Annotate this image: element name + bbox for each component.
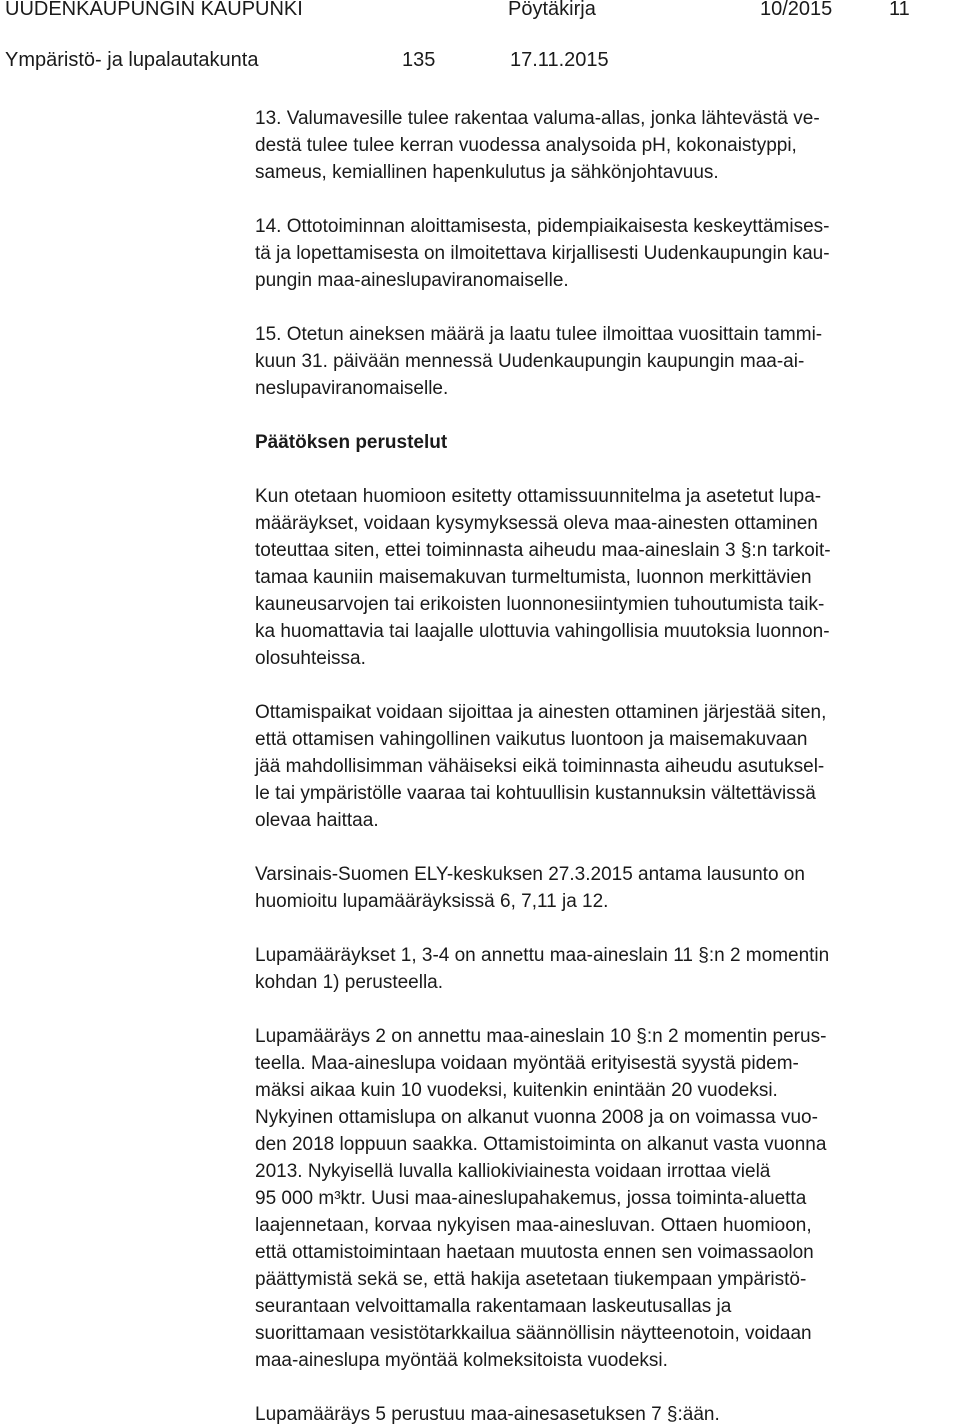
page-number: 11: [889, 0, 910, 20]
reasoning-paragraph: Lupamääräykset 1, 3-4 on annettu maa-aineslain 11 §:n 2 momentin kohdan 1) perusteella.: [255, 945, 830, 993]
reasoning-paragraph: Ottamispaikat voidaan sijoittaa ja ainesten ottaminen järjestää siten, että ottamisen vahingollinen vaikutus luontoon ja maisemakuvaan jää mahdollisimman vähäiseksi eikä toiminnasta aiheudu asutuksel- le tai ympäristölle vaaraa tai kohtuullisin kustannuksin vältettävissä olevaa haittaa.: [255, 702, 827, 831]
permit-condition-13: 13. Valumavesille tulee rakentaa valuma-allas, jonka lähtevästä ve- destä tulee tulee kerran vuodessa analysoida pH, kokonaistyppi, sameus, kemiallinen hapenkulutus ja sähkönjohtavuus.: [255, 108, 820, 183]
organization-name: UUDENKAUPUNGIN KAUPUNKI: [5, 0, 303, 20]
permit-condition-15: 15. Otetun aineksen määrä ja laatu tulee ilmoittaa vuosittain tammi- kuun 31. päivään mennessä Uudenkaupungin kaupungin maa-ai- neslupaviranomaiselle.: [255, 324, 823, 399]
reasoning-paragraph: Lupamääräys 2 on annettu maa-aineslain 10 §:n 2 momentin perus- teella. Maa-aineslupa voidaan myöntää erityisestä syystä pidem- mäksi aikaa kuin 10 vuodeksi, kuitenkin enintään 20 vuodeksi. Nykyinen ottamislupa on alkanut vuonna 2008 ja on voimassa vuo- den 2018 loppuun saakka. Ottamistoiminta on alkanut vasta vuonna 2013. Nykyisellä luvalla kalliokiviainesta voidaan irrottaa vielä 95 000 m³ktr. Uusi maa-aineslupahakemus, jossa toiminta-aluetta laajennetaan, korvaa nykyisen maa-ainesluvan. Ottaen huomioon, että ottamistoimintaan haetaan muutosta ennen sen voimassaolon päättymistä sekä se, että hakija asetetaan tiukempaan ympäristö- seurantaan velvoittamalla rakentamaan laskeutusallas ja suorittamaan vesistötarkkailua säännöllisin näytteenotoin, voidaan maa-aineslupa myöntää kolmeksitoista vuodeksi.: [255, 1026, 827, 1371]
reasoning-paragraph: Kun otetaan huomioon esitetty ottamissuunnitelma ja asetetut lupa- määräykset, voidaan kysymyksessä oleva maa-ainesten ottaminen toteuttaa siten, ettei toiminnasta aiheudu maa-aineslain 3 §:n tarkoit- tamaa kauniin maisemakuvan turmeltumista, luonnon merkittävien kauneusarvojen tai erikoisten luonnonesiintymien tuhoutumista taik- ka huomattavia tai laajalle ulottuvia vahingollisia muutoksia luonnon- olosuhteissa.: [255, 486, 831, 669]
permit-condition-14: 14. Ottotoiminnan aloittamisesta, pidempiaikaisesta keskeyttämises- tä ja lopettamisesta on ilmoitettava kirjallisesti Uudenkaupungin kau- pungin maa-aineslupaviranomaiselle.: [255, 216, 830, 291]
document-type: Pöytäkirja: [508, 0, 596, 20]
committee-name: Ympäristö- ja lupalautakunta: [5, 49, 259, 71]
reasoning-heading: Päätöksen perustelut: [255, 432, 448, 453]
meeting-date: 17.11.2015: [510, 49, 609, 71]
reasoning-paragraph: Varsinais-Suomen ELY-keskuksen 27.3.2015 antama lausunto on huomioitu lupamääräyksissä 6, 7,11 ja 12.: [255, 864, 805, 912]
reasoning-paragraph: Lupamääräys 5 perustuu maa-ainesasetuksen 7 §:ään.: [255, 1404, 720, 1425]
section-number: 135: [402, 49, 436, 71]
document-body: [255, 105, 955, 1428]
document-number: 10/2015: [760, 0, 833, 20]
